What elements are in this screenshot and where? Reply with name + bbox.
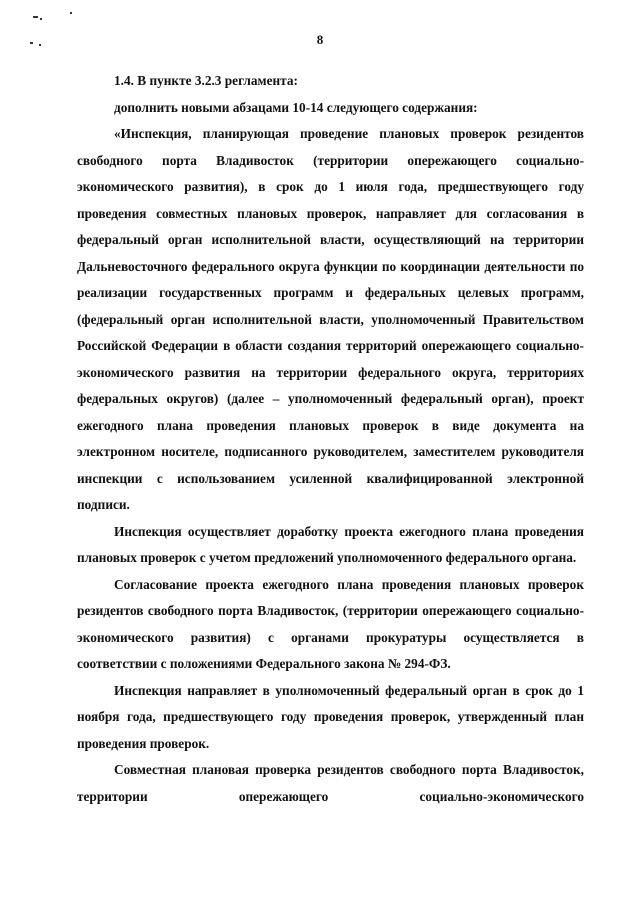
paragraph-joint-inspection: Совместная плановая проверка резидентов свободного порта Владивосток, территории опережающего социально-экономического — [77, 762, 584, 804]
page-number: 8 — [316, 32, 324, 47]
paragraph-submission: «Инспекция, планирующая проведение плановых проверок резидентов свободного порта Владивосток (территории опережающего социально-экономического развития), в срок до 1 июля года, предшествующего году проведения совместных плановых проверок, направляет для согласования в федеральный орган исполнительной власти, осуществляющий на территории Дальневосточного федерального округа функции по координации деятельности по реализации государственных программ и федеральных целевых программ, (федеральный орган исполнительной власти, уполномоченный Правительством Российской Федерации в области создания территорий опережающего социально-экономического развития на территории федерального округа, территориях федеральных округов) (далее – уполномоченный федеральный орган), проект ежегодного плана проведения плановых проверок в виде документа на электронном носителе, подписанного руководителем, заместителем руководителя инспекции с использованием усиленной квалифицированной электронной подписи. — [77, 126, 584, 512]
document-body — [77, 68, 584, 810]
section-heading: 1.4. В пункте 3.2.3 регламента: — [114, 73, 298, 88]
scan-speck — [33, 16, 38, 18]
paragraph-revision: Инспекция осуществляет доработку проекта ежегодного плана проведения плановых проверок с учетом предложений уполномоченного федерального органа. — [77, 523, 584, 565]
paragraph-deadline: Инспекция направляет в уполномоченный федеральный орган в срок до 1 ноября года, предшествующего году проведения проверок, утвержденный план проведения проверок. — [77, 682, 584, 751]
amendment-intro: дополнить новыми абзацами 10-14 следующего содержания: — [114, 99, 478, 115]
paragraph-approval: Согласование проекта ежегодного плана проведения плановых проверок резидентов свободного порта Владивосток, (территории опережающего социально-экономического развития) с органами прокуратуры осуществляется в соответствии с положениями Федерального закона № 294-ФЗ. — [77, 576, 584, 671]
scan-specks — [0, 0, 640, 60]
scan-speck — [70, 12, 72, 14]
scan-speck — [40, 18, 42, 20]
